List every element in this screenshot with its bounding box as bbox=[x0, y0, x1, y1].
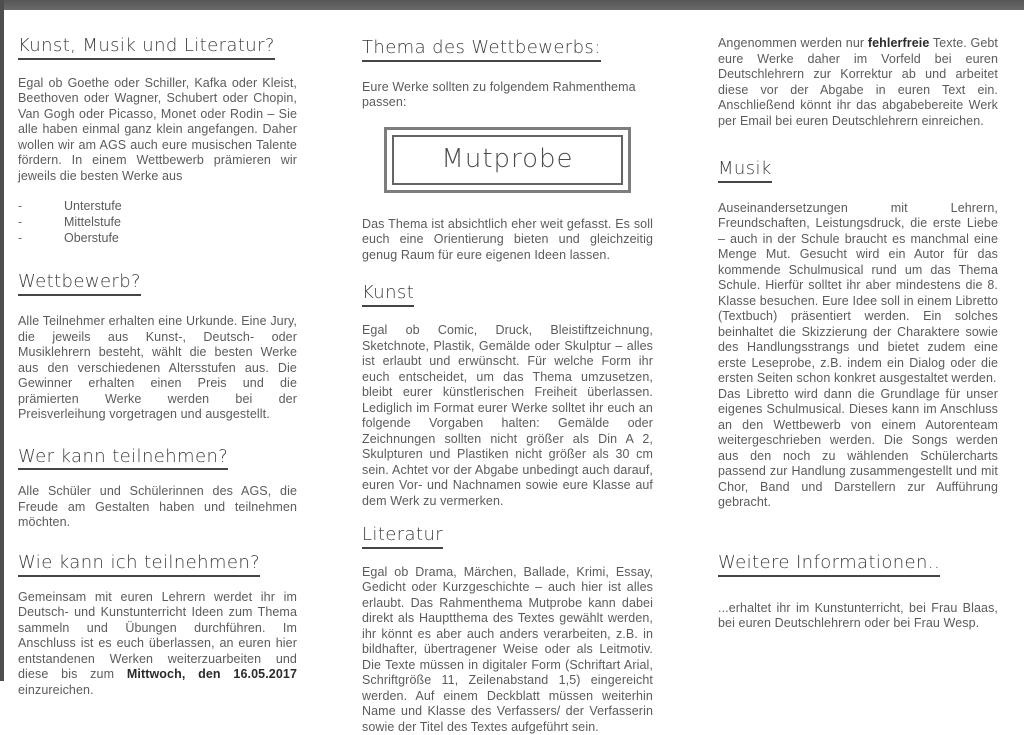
heading-literatur: Literatur bbox=[362, 525, 443, 549]
panel-middle bbox=[362, 0, 653, 735]
fehlerfrei-paragraph bbox=[718, 36, 998, 129]
theme-note-paragraph: Das Thema ist absichtlich eher weit gefasst. Es soll euch eine Orientierung bieten und gleichzeitig genug Raum für eure eigenen Ideen lassen. bbox=[362, 216, 653, 262]
list-item bbox=[18, 214, 297, 230]
bullet: - bbox=[18, 231, 23, 246]
panel-right bbox=[718, 0, 998, 632]
intro-paragraph: Egal ob Goethe oder Schiller, Kafka oder Kleist, Beethoven oder Wagner, Schubert oder Chopin, Van Gogh oder Picasso, Monet oder Rodin – Sie alle haben einmal ganz klein angefangen. Daher wollen wir am AGS auch eure musischen Talente fördern. In einem Wettbewerb prämieren wir jeweils die besten Werke aus bbox=[18, 75, 297, 183]
literatur-paragraph: Egal ob Drama, Märchen, Ballade, Krimi, Essay, Gedicht oder Kurzgeschichte – auch hier ist alles erlaubt. Das Rahmenthema Mutprobe kann dabei direkt als Hauptthema des Textes gewählt werden, ihr könnt es aber auch anders verarbeiten, z.B. in bildhafter, übertragener Weise oder als Leitmotiv. Die Texte müssen in digitaler Form (Schriftart Arial, Schriftgröße 11, Zeilenabstand 1,5) eingereicht werden. Auf einem Deckblatt müssen weiterhin Name und Klasse des Verfassers/ der Verfasserin sowie der Titel des Textes aufgeführt sein. bbox=[362, 564, 653, 734]
scan-edge-left bbox=[0, 0, 4, 681]
bullet: - bbox=[18, 199, 23, 214]
how-text: Gemeinsam mit euren Lehrern werdet ihr im Deutsch- und Kunstunterricht Ideen zum Thema sammeln und Übungen durchführen. Im Anschluss ist es euch überlassen, an euren hier entstandenen Werken weiterzuarbeiten und diese bis zum bbox=[18, 589, 297, 682]
fehlerfrei-text-end: Texte. Gebt eure Werke daher im Vorfeld bei euren Deutschlehrern zur Korrektur ab und arbeitet diese vor der Abgabe in euren Text ein. Anschließend könnt ihr das abgabebereite Werk per Email bei euren Deutschlehrern einreichen. bbox=[718, 36, 999, 128]
heading-weitere-informationen: Weitere Informationen.. bbox=[718, 553, 940, 577]
musik-paragraph-1: Auseinandersetzungen mit Lehrern, Freundschaften, Leistungsdruck, die erste Liebe – auch in der Schule braucht es manchmal eine Menge Mut. Gesucht wird ein Autor für das kommende Schulmusical rund um das Thema Schule. Hierfür solltet ihr aber mindestens die 8. Klasse besuchen. Eure Idee soll in einem Libretto (Textbuch) präsentiert werden. Ein solches beinhaltet die Skizzierung der Charaktere sowie des Handlungsstrangs und bietet zudem eine erste Leseprobe, z.B. indem ein Dialog oder die ersten Seiten schon konkret ausgestaltet werden. bbox=[718, 200, 998, 386]
list-item bbox=[18, 198, 297, 214]
who-paragraph: Alle Schüler und Schülerinnen des AGS, die Freude am Gestalten haben und teilnehmen möchten. bbox=[18, 484, 297, 530]
how-paragraph bbox=[18, 590, 297, 699]
theme-intro-paragraph: Eure Werke sollten zu folgendem Rahmenthema passen: bbox=[362, 79, 636, 110]
fehlerfrei-bold: fehlerfreie bbox=[867, 36, 930, 50]
list-item bbox=[18, 230, 297, 246]
theme-title: Mutprobe bbox=[441, 143, 574, 174]
level-mittelstufe: Mittelstufe bbox=[64, 215, 121, 230]
theme-box-inner bbox=[392, 135, 623, 185]
panel-left bbox=[18, 0, 297, 698]
how-text-end: einzureichen. bbox=[18, 682, 94, 697]
heading-wettbewerb: Wettbewerb? bbox=[18, 272, 141, 296]
musik-paragraph-2: Das Libretto wird dann die Grundlage für unser eigenes Schulmusical. Dieses kann im Anschluss an den Wettbewerb von einem Autorenteam weitergeschrieben werden. Die Songs werden aus den noch zu wählenden Schülercharts passend zur Handlung zusammengestellt und mit Chor, Band und Darstellern zur Aufführung gebracht. bbox=[718, 386, 998, 510]
wettbewerb-paragraph: Alle Teilnehmer erhalten eine Urkunde. Eine Jury, die jeweils aus Kunst-, Deutsch- oder Musiklehrern besteht, wählt die besten Werke aus den verschiedenen Altersstufen aus. Die Gewinner erhalten einen Preis und die prämierten Werke werden bei der Preisverleihung vorgetragen und ausgestellt. bbox=[18, 314, 297, 422]
level-unterstufe: Unterstufe bbox=[64, 199, 122, 214]
level-oberstufe: Oberstufe bbox=[64, 231, 119, 246]
heading-wer-kann-teilnehmen: Wer kann teilnehmen? bbox=[18, 447, 228, 471]
deadline-date: Mittwoch, den 16.05.2017 bbox=[126, 667, 297, 682]
level-list bbox=[18, 198, 297, 246]
heading-kunst: Kunst bbox=[362, 283, 414, 307]
kunst-paragraph: Egal ob Comic, Druck, Bleistiftzeichnung, Sketchnote, Plastik, Gemälde oder Skulptur – alles ist erlaubt und erwünscht. Für welche Form ihr euch entscheidet, um das Thema umzusetzen, bleibt eurer künstlerischen Freiheit überlassen. Lediglich im Format eurer Werke solltet ihr euch an folgende Vorgaben halten: Gemälde oder Zeichnungen sollten nicht größer als Din A 2, Skulpturen und Plastiken nicht größer als 30 cm sein. Achtet vor der Abgabe unbedingt auch darauf, euren Vor- und Nachnamen sowie eure Klasse auf dem Werk zu vermerken. bbox=[362, 323, 653, 508]
bullet: - bbox=[18, 215, 23, 230]
info-paragraph: ...erhaltet ihr im Kunstunterricht, bei Frau Blaas, bei euren Deutschlehrern oder bei Frau Wesp. bbox=[718, 600, 998, 631]
heading-kunst-musik-literatur: Kunst, Musik und Literatur? bbox=[18, 36, 275, 60]
fehlerfrei-text: Angenommen werden nur bbox=[718, 36, 868, 50]
heading-thema-des-wettbewerbs: Thema des Wettbewerbs: bbox=[362, 38, 601, 62]
theme-box bbox=[384, 127, 631, 193]
heading-musik: Musik bbox=[718, 159, 772, 183]
heading-wie-kann-ich-teilnehmen: Wie kann ich teilnehmen? bbox=[18, 553, 260, 577]
